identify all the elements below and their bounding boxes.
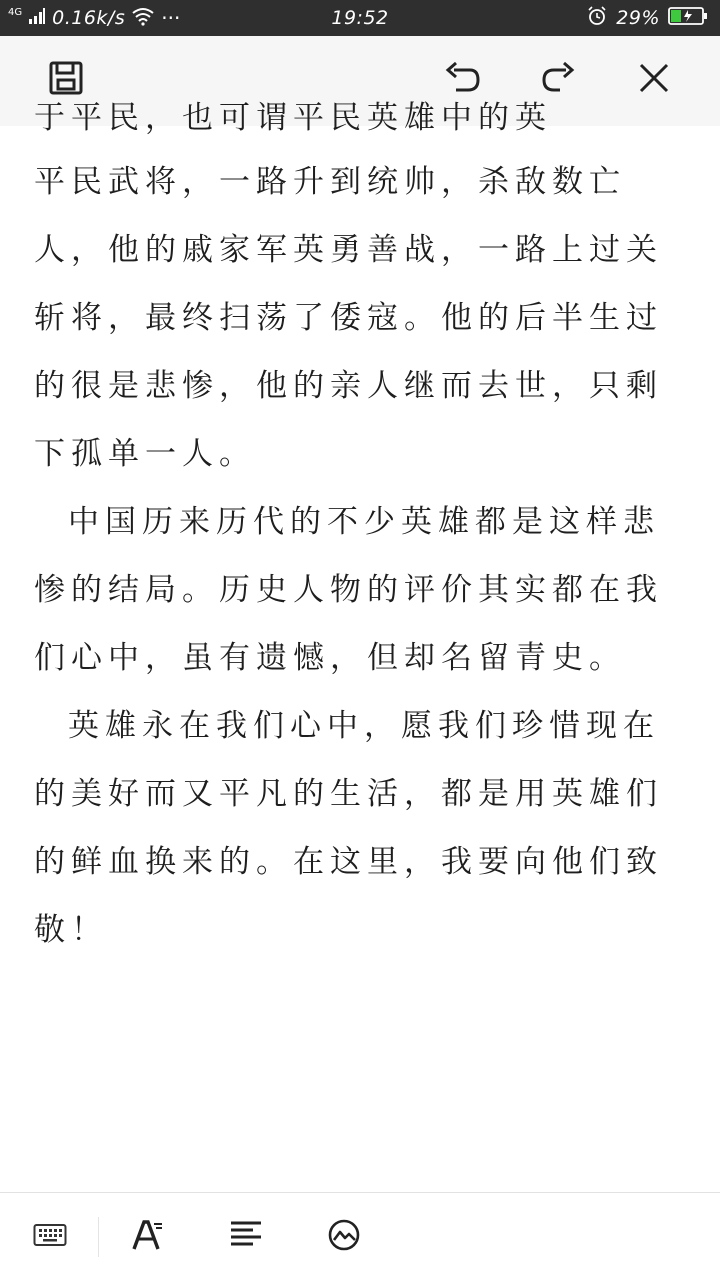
wifi-icon bbox=[131, 6, 155, 31]
more-indicator: ··· bbox=[161, 6, 181, 30]
alarm-icon bbox=[586, 5, 608, 32]
keyboard-button[interactable] bbox=[28, 1215, 72, 1259]
document-content[interactable] bbox=[0, 100, 720, 1192]
keyboard-icon bbox=[33, 1222, 67, 1252]
save-button[interactable] bbox=[42, 56, 90, 104]
image-button[interactable] bbox=[322, 1215, 366, 1259]
network-type: 4G bbox=[8, 6, 23, 18]
save-icon bbox=[48, 60, 84, 100]
status-left bbox=[8, 0, 180, 36]
status-right bbox=[586, 0, 708, 36]
toolbar-divider bbox=[98, 1217, 99, 1257]
align-button[interactable] bbox=[224, 1215, 268, 1259]
signal-icon bbox=[28, 7, 46, 30]
document-text bbox=[34, 148, 674, 964]
paragraph-3: 英雄永在我们心中，愿我们珍惜现在的美好而又平凡的生活，都是用英雄们的鲜血换来的。在这里，我要向他们致敬！ bbox=[34, 708, 663, 948]
font-style-button[interactable] bbox=[126, 1215, 170, 1259]
status-bar bbox=[0, 0, 720, 36]
paragraph-1: 平民武将，一路升到统帅，杀敌数亡人，他的戚家军英勇善战，一路上过关斩将，最终扫荡了倭寇。他的后半生过的很是悲惨，他的亲人继而去世，只剩下孤单一人。 bbox=[34, 164, 663, 472]
redo-button[interactable] bbox=[534, 56, 582, 104]
redo-icon bbox=[538, 60, 578, 100]
close-button[interactable] bbox=[630, 56, 678, 104]
battery-percent: 29% bbox=[616, 7, 660, 29]
paragraph-2: 中国历来历代的不少英雄都是这样悲惨的结局。历史人物的评价其实都在我们心中，虽有遗憾，但却名留青史。 bbox=[34, 504, 663, 676]
undo-button[interactable] bbox=[438, 56, 486, 104]
clipped-text-line: 于平民，也可谓平民英雄中的英 bbox=[34, 100, 552, 136]
network-speed: 0.16k/s bbox=[52, 7, 126, 29]
bottom-toolbar bbox=[0, 1192, 720, 1281]
align-icon bbox=[229, 1220, 263, 1254]
image-icon bbox=[327, 1218, 361, 1256]
close-icon bbox=[638, 62, 670, 98]
undo-icon bbox=[442, 60, 482, 100]
clock: 19:52 bbox=[331, 7, 389, 29]
battery-icon bbox=[668, 6, 708, 31]
font-style-icon bbox=[131, 1218, 165, 1256]
